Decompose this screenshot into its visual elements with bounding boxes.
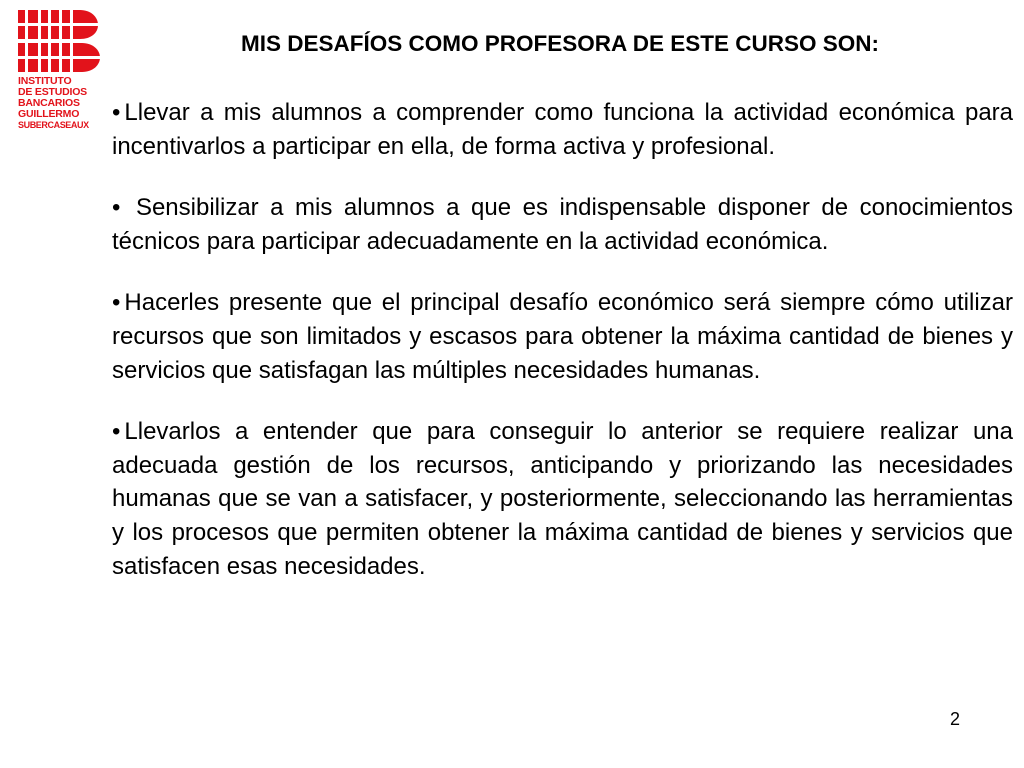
bullet-item: [112, 286, 1013, 387]
bullet-text: Llevar a mis alumnos a comprender como funciona la actividad económica para incentivarlos a participar en ella, de forma activa y profesional.: [112, 99, 1013, 160]
logo-mark-icon: [18, 10, 100, 72]
bullet-item: [112, 96, 1013, 163]
logo-wordmark: [18, 76, 100, 131]
bullet-dot-icon: •: [112, 99, 121, 126]
logo-line: DE ESTUDIOS: [18, 86, 87, 98]
logo-line: BANCARIOS: [18, 97, 80, 109]
bullet-list: [112, 96, 1013, 583]
bullet-dot-icon: •: [112, 194, 121, 222]
institute-logo: [18, 10, 100, 138]
logo-line: GUILLERMO: [18, 108, 80, 120]
bullet-text: Llevarlos a entender que para conseguir lo anterior se requiere realizar una adecuada gestión de los recursos, anticipando y priorizando las necesidades humanas que se van a satisfacer, y posteriormente, seleccionando las herramientas y los procesos que permiten obtener la máxima cantidad de bienes y servicios que satisfacen esas necesidades.: [112, 418, 1013, 580]
bullet-dot-icon: •: [112, 289, 121, 317]
page-number: 2: [950, 709, 961, 729]
bullet-text: Sensibilizar a mis alumnos a que es indispensable disponer de conocimientos técnicos para participar adecuadamente en la actividad económica.: [112, 194, 1013, 255]
slide-title: MIS DESAFÍOS COMO PROFESORA DE ESTE CURSO SON:: [241, 31, 879, 56]
logo-line: INSTITUTO: [18, 75, 72, 87]
bullet-item: [112, 415, 1013, 583]
logo-line: SUBERCASEAUX: [18, 120, 89, 130]
bullet-item: [112, 191, 1013, 258]
bullet-text: Hacerles presente que el principal desafío económico será siempre cómo utilizar recursos que son limitados y escasos para obtener la máxima cantidad de bienes y servicios que satisfagan las múltiples necesidades humanas.: [112, 289, 1013, 384]
bullet-dot-icon: •: [112, 418, 121, 446]
